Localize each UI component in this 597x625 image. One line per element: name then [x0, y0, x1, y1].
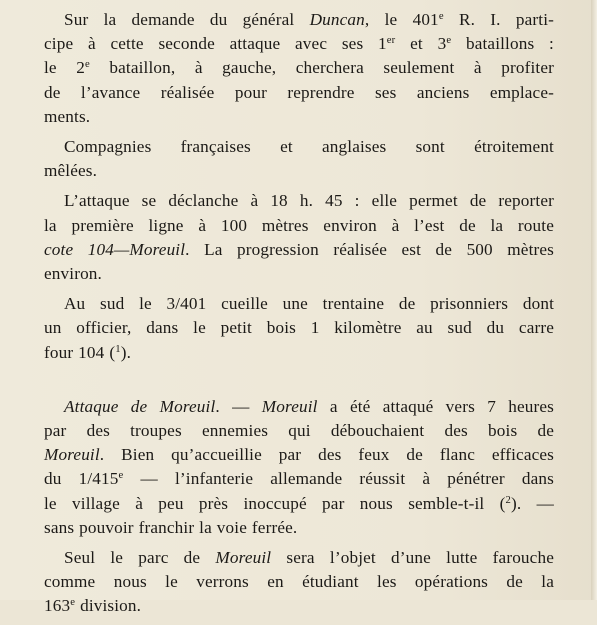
text-line: cipe à cette seconde attaque avec ses 1er et 3e bataillons : [44, 34, 554, 54]
text-line: ments. [44, 106, 91, 126]
text-line: par des troupes ennemies qui débouchaient des bois de [44, 421, 554, 441]
text-line: le village à peu près inoccupé par nous semble-t-il ($^2$). — [44, 493, 554, 513]
italic-text: Moreuil [44, 445, 100, 465]
text-line: Moreuil. Bien qu’accueillie par des feux de flanc efficaces [44, 445, 554, 465]
paragraph-attaque [44, 189, 554, 286]
text-line: la première ligne à 100 mètres environ à l’est de la route [44, 215, 554, 235]
text-line: sans pouvoir franchir la voie ferrée. [44, 517, 298, 537]
paragraph-moreuil [44, 395, 554, 540]
superscript: 2 [505, 494, 511, 506]
text-line: Attaque de Moreuil. — Moreuil a été attaqué vers 7 heures [64, 396, 554, 416]
text-line: Compagnies françaises et anglaises sont étroitement [64, 137, 554, 157]
paragraph-parc [44, 546, 554, 619]
superscript: e [118, 470, 124, 482]
text-line: four 104 ($^1$). [44, 342, 132, 362]
text-line: Au sud le 3/401 cueille une trentaine de prisonniers dont [64, 294, 554, 314]
text-line: comme nous le verrons en étudiant les opérations de la [44, 572, 554, 592]
superscript: e [438, 11, 444, 23]
superscript: e [84, 59, 90, 71]
text-line: Seul le parc de Moreuil sera l’objet d’une lutte farouche [64, 548, 554, 568]
superscript: 1 [115, 343, 121, 355]
text-line: un officier, dans le petit bois 1 kilomètre au sud du carre [44, 318, 554, 338]
italic-text: Attaque de Moreuil [64, 396, 216, 416]
text-line: 163e division. [44, 596, 142, 616]
text-line: L’attaque se déclanche à 18 h. 45 : elle permet de reporter [64, 191, 554, 211]
body-text [44, 8, 554, 625]
paragraph-sud [44, 292, 554, 365]
italic-text: Moreuil [215, 548, 272, 568]
text-line: cote 104—Moreuil. La progression réalisée est de 500 mètres [44, 239, 554, 259]
paragraph-compagnies [44, 135, 554, 183]
text-line: de l’avance réalisée pour reprendre ses anciens emplace- [44, 82, 554, 102]
superscript: e [70, 597, 76, 609]
italic-text: cote 104—Moreuil [44, 239, 186, 259]
text-line: mêlées. [44, 161, 98, 181]
superscript: er [386, 35, 396, 47]
text-line: Sur la demande du général Duncan, le 401e R. I. parti- [64, 10, 555, 29]
paragraph-duncan [44, 8, 554, 129]
italic-text: Duncan [309, 10, 365, 29]
text-line: environ. [44, 264, 102, 284]
text-line: le 2e bataillon, à gauche, cherchera seulement à profiter [44, 58, 554, 78]
superscript: e [446, 35, 452, 47]
italic-text: Moreuil [261, 396, 318, 416]
text-line: du 1/415e — l’infanterie allemande réussit à pénétrer dans [44, 469, 554, 489]
page-edge [591, 0, 597, 600]
